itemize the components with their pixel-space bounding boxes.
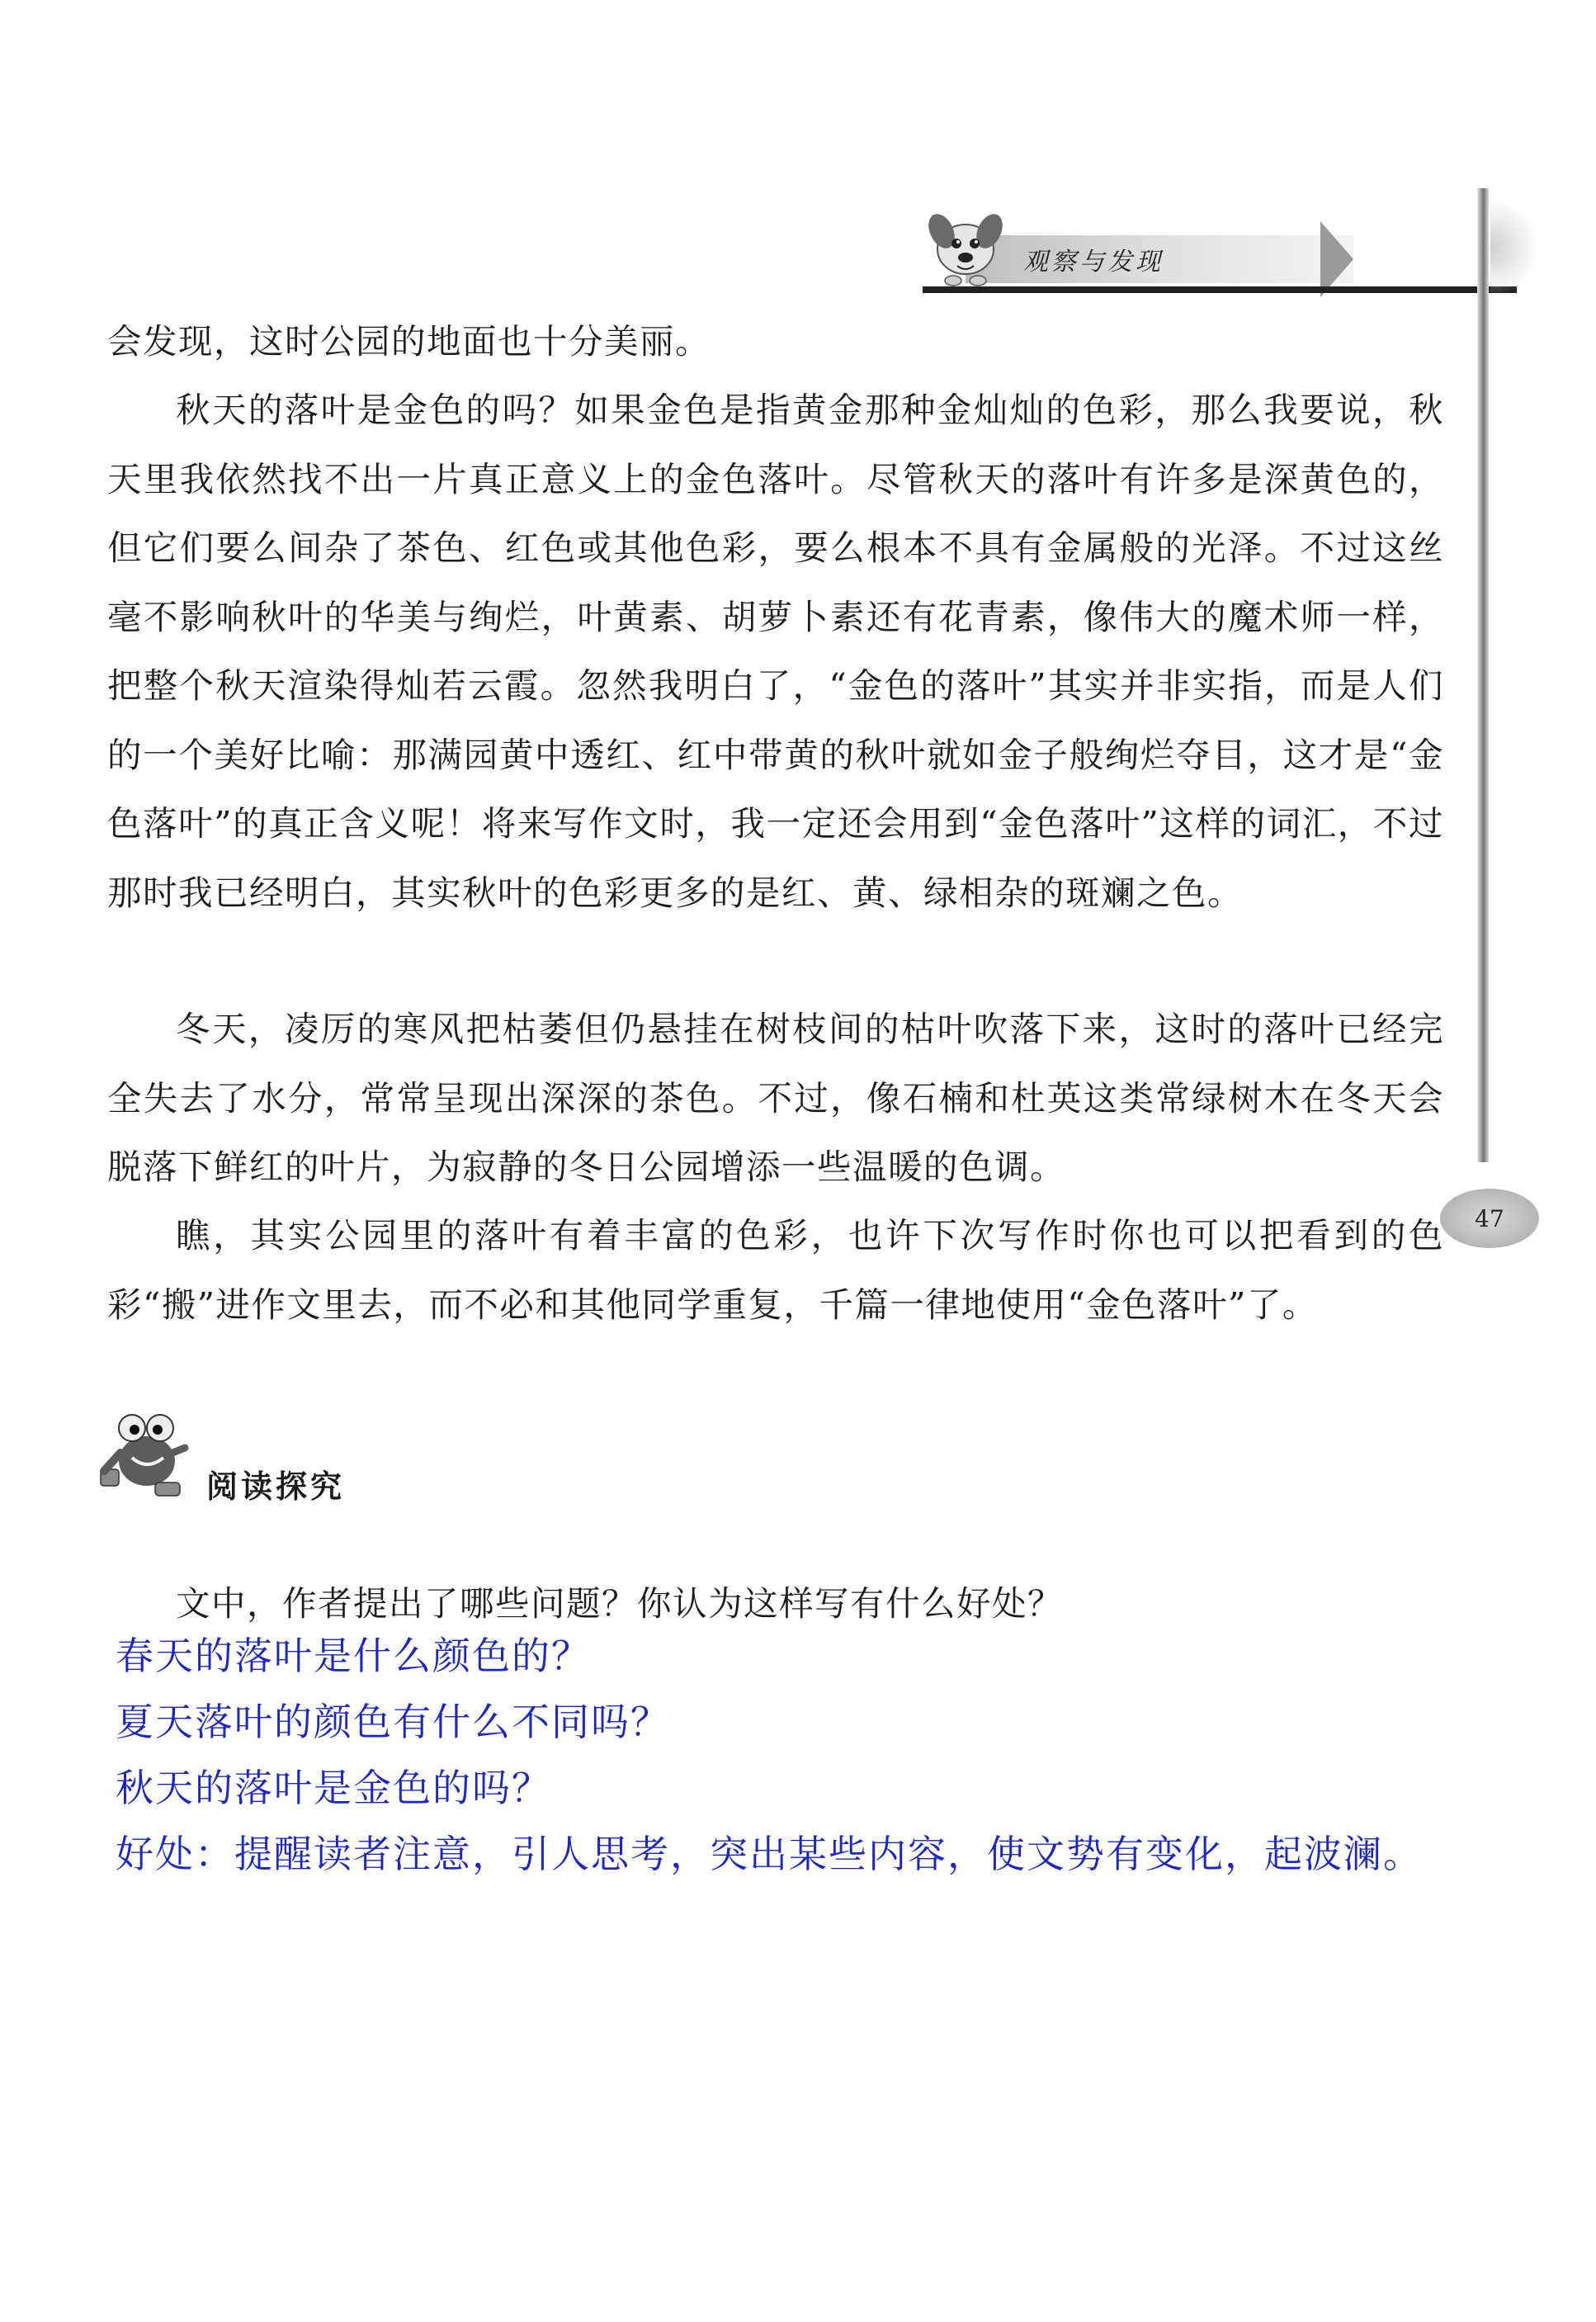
page-number: 47 [1475, 1204, 1504, 1232]
paragraph-1: 会发现，这时公园的地面也十分美丽。 [107, 321, 711, 362]
section-label: 观察与发现 [1023, 248, 1164, 277]
answer-line-3: 秋天的落叶是金色的吗？ [116, 1766, 551, 1810]
answer-line-1: 春天的落叶是什么颜色的？ [116, 1634, 591, 1678]
page-number-badge [1440, 1189, 1539, 1248]
side-bar [1477, 188, 1489, 1162]
paragraph-3: 冬天，凌厉的寒风把枯萎但仍悬挂在树枝间的枯叶吹落下来，这时的落叶已经完全失去了水分，常常呈现出深深的茶色。不过，像石楠和杜英这类常绿树木在冬天会脱落下鲜红的叶片，为寂静的冬日公园增添一些温暖的色调。 [107, 1009, 1444, 1187]
frog-mascot-icon [89, 1403, 196, 1501]
answer-line-4: 好处：提醒读者注意，引人思考，突出某些内容，使文势有变化，起波澜。 [116, 1832, 1423, 1876]
answer-line-2: 夏天落叶的颜色有什么不同吗？ [116, 1700, 670, 1744]
dog-mascot-icon [920, 198, 1011, 287]
section-title: 阅读探究 [206, 1468, 346, 1505]
header-rule [923, 286, 1517, 293]
side-bar-shadow [1490, 198, 1540, 297]
question-text: 文中，作者提出了哪些问题？你认为这样写有什么好处？ [176, 1583, 1064, 1624]
paragraph-4: 瞧，其实公园里的落叶有着丰富的色彩，也许下次写作时你也可以把看到的色彩“搬”进作文里去，而不必和其他同学重复，千篇一律地使用“金色落叶”了。 [107, 1215, 1444, 1325]
paragraph-2: 秋天的落叶是金色的吗？如果金色是指黄金那种金灿灿的色彩，那么我要说，秋天里我依然找不出一片真正意义上的金色落叶。尽管秋天的落叶有许多是深黄色的，但它们要么间杂了茶色、红色或其他色彩，要么根本不具有金属般的光泽。不过这丝毫不影响秋叶的华美与绚烂，叶黄素、胡萝卜素还有花青素，像伟大的魔术师一样，把整个秋天渲染得灿若云霞。忽然我明白了，“金色的落叶”其实并非实指，而是人们的一个美好比喻：那满园黄中透红、红中带黄的秋叶就如金子般绚烂夺目，这才是“金色落叶”的真正含义呢！将来写作文时，我一定还会用到“金色落叶”这样的词汇，不过那时我已经明白，其实秋叶的色彩更多的是红、黄、绿相杂的斑斓之色。 [107, 390, 1444, 913]
